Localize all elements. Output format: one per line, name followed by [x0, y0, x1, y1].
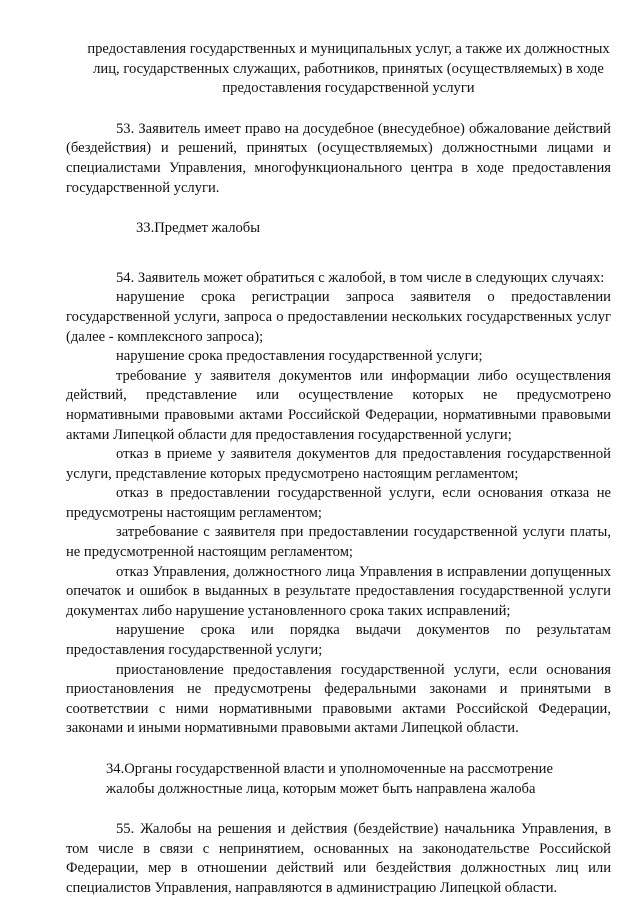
list-item: требование у заявителя документов или информации либо осуществления действий, представление или осуществление которых не предусмотрено нормативными правовыми актами Российской Федерации, нормативными правовыми актами Липецкой области для предоставления государственной услуги; [66, 367, 611, 443]
document-body [66, 40, 611, 899]
list-item: отказ Управления, должностного лица Управления в исправлении допущенных опечаток и ошибок в выданных в результате предоставления государственной услуги документах либо нарушение установленного срока таких исправлений; [66, 563, 611, 619]
section-heading-34 [66, 760, 611, 799]
list-item: приостановление предоставления государственной услуги, если основания приостановления не предусмотрены федеральными законами и принятыми в соответствии с ними нормативными правовыми актами Российской Федерации, законами и иными нормативными правовыми актами Липецкой области. [66, 661, 611, 737]
list-item: затребование с заявителя при предоставлении государственной услуги платы, не предусмотренной настоящим регламентом; [66, 524, 611, 561]
section-heading-34-line2: жалобы должностные лица, которым может быть направлена жалоба [106, 780, 536, 797]
section-heading-33: 33.Предмет жалобы [136, 220, 261, 237]
paragraph-54-intro: 54. Заявитель может обратиться с жалобой, в том числе в следующих случаях: [116, 269, 605, 286]
list-item: нарушение срока регистрации запроса заявителя о предоставлении государственной услуги, запроса о предоставлении нескольких государственных услуг (далее - комплексного запроса); [66, 289, 611, 345]
paragraph-55: 55. Жалобы на решения и действия (бездействие) начальника Управления, в том числе в связи с непринятием, основанных на законодательстве Российской Федерации, мер в отношении действий или бездействия должностных лиц или специалистов Управления, направляются в администрацию Липецкой области. [66, 821, 611, 896]
list-item: отказ в предоставлении государственной услуги, если основания отказа не предусмотрены настоящим регламентом; [66, 485, 611, 521]
list-item: нарушение срока или порядка выдачи документов по результатам предоставления государственной услуги; [66, 622, 611, 659]
section-heading-34-line1: 34.Органы государственной власти и уполномоченные на рассмотрение [106, 761, 553, 777]
list-item: нарушение срока предоставления государственной услуги; [116, 348, 483, 365]
list-item: отказ в приеме у заявителя документов для предоставления государственной услуги, представление которых предусмотрено настоящим регламентом; [66, 446, 611, 482]
paragraph-53: 53. Заявитель имеет право на досудебное (внесудебное) обжалование действий (бездействия) и решений, принятых (осуществляемых) должностными лицами и специалистами Управления, многофункционального центра в ходе предоставления государственной услуги. [66, 120, 611, 196]
section-title-continuation: предоставления государственных и муниципальных услуг, а также их должностных лиц, государственных служащих, работников, принятых (осуществляемых) в ходе предоставления государственной услуги [87, 41, 610, 97]
